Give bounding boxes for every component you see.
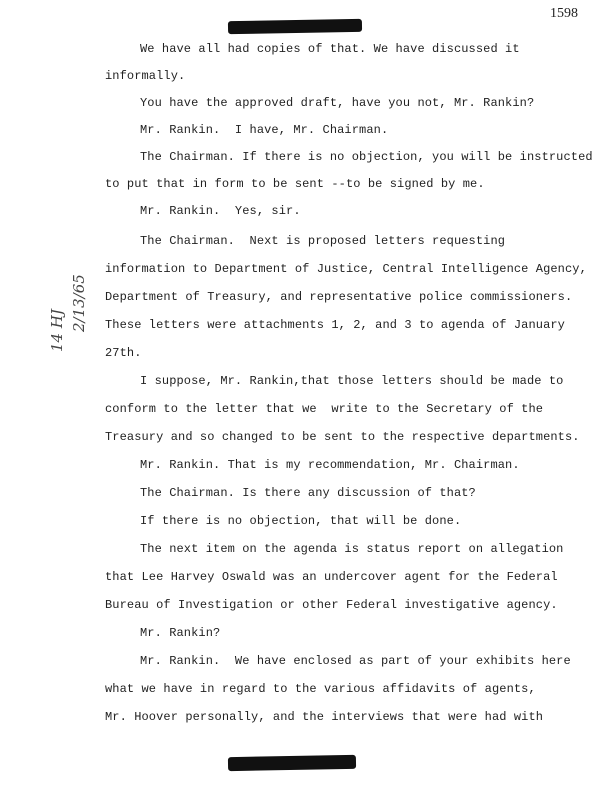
text-line: 27th. [105, 346, 142, 360]
text-line: that Lee Harvey Oswald was an undercover agent for the Federal [105, 570, 558, 584]
text-line: Mr. Rankin. That is my recommendation, Mr. Chairman. [140, 458, 520, 472]
text-line: The next item on the agenda is status report on allegation [140, 542, 564, 556]
text-line: If there is no objection, that will be done. [140, 514, 462, 528]
text-line: You have the approved draft, have you not, Mr. Rankin? [140, 96, 535, 110]
text-line: informally. [105, 69, 186, 83]
redaction-top [228, 19, 362, 34]
text-line: The Chairman. If there is no objection, you will be instructed [140, 150, 593, 164]
margin-note-date: 2/13/65 [70, 274, 88, 332]
text-line: We have all had copies of that. We have discussed it [140, 42, 520, 56]
text-line: Department of Treasury, and representative police commissioners. [105, 290, 573, 304]
text-line: Treasury and so changed to be sent to the respective departments. [105, 430, 580, 444]
text-line: The Chairman. Is there any discussion of that? [140, 486, 476, 500]
text-line: Mr. Rankin. I have, Mr. Chairman. [140, 123, 389, 137]
margin-note-initials: 14 HJ [48, 309, 66, 352]
text-line: I suppose, Mr. Rankin,that those letters should be made to [140, 374, 564, 388]
text-line: Mr. Rankin? [140, 626, 221, 640]
text-line: conform to the letter that we write to the Secretary of the [105, 402, 544, 416]
text-line: to put that in form to be sent --to be signed by me. [105, 177, 485, 191]
text-line: These letters were attachments 1, 2, and 3 to agenda of January [105, 318, 565, 332]
text-line: The Chairman. Next is proposed letters requesting [140, 234, 506, 248]
page-number: 1598 [550, 6, 578, 21]
text-line: Bureau of Investigation or other Federal investigative agency. [105, 598, 558, 612]
redaction-bottom [228, 755, 356, 771]
text-line: Mr. Rankin. We have enclosed as part of your exhibits here [140, 654, 571, 668]
text-line: Mr. Rankin. Yes, sir. [140, 204, 301, 218]
text-line: information to Department of Justice, Central Intelligence Agency, [105, 262, 587, 276]
text-line: what we have in regard to the various affidavits of agents, [105, 682, 536, 696]
text-line: Mr. Hoover personally, and the interviews that were had with [105, 710, 544, 724]
